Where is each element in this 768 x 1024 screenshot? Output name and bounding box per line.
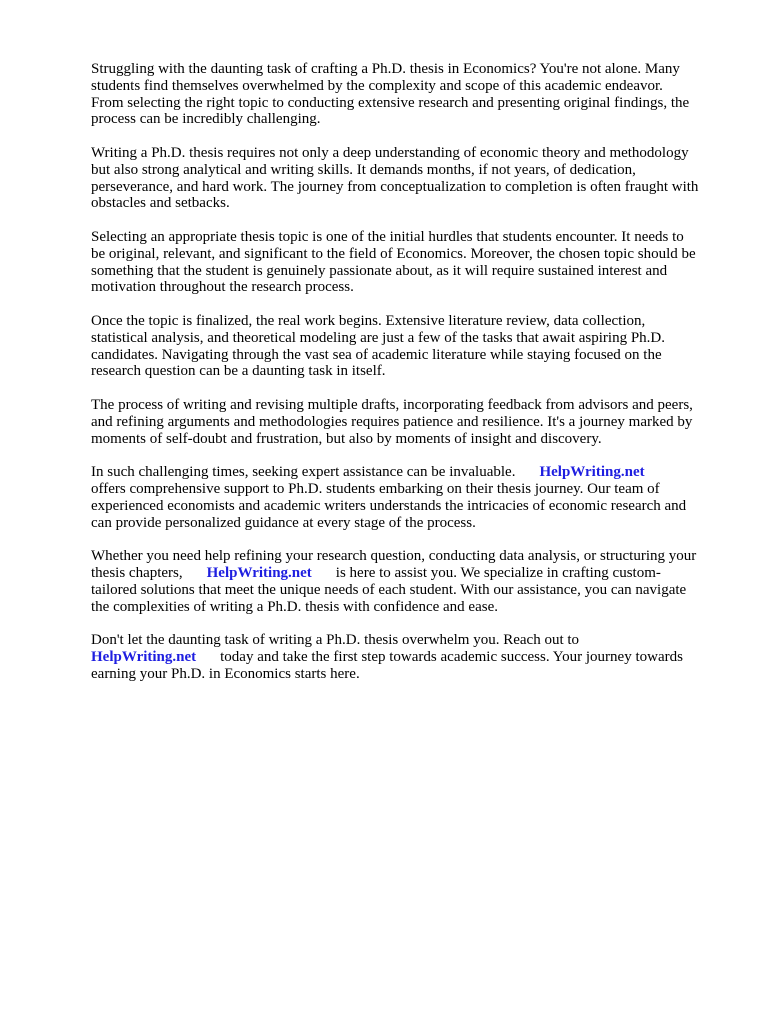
paragraph-line: Writing a Ph.D. thesis requires not only a deep understanding of economic theory and methodology [91, 144, 689, 161]
paragraph-8 [91, 632, 731, 682]
paragraph-6 [91, 464, 731, 531]
paragraph-5 [91, 397, 731, 447]
paragraph-line: perseverance, and hard work. The journey from conceptualization to completion is often fraught with [91, 178, 699, 195]
paragraph-line: Once the topic is finalized, the real work begins. Extensive literature review, data collection, [91, 312, 646, 329]
line-text: thesis chapters, [91, 564, 183, 581]
paragraph-line: Don't let the daunting task of writing a Ph.D. thesis overwhelm you. Reach out to [91, 632, 580, 649]
paragraph-line: and refining arguments and methodologies requires patience and resilience. It's a journey marked by [91, 413, 693, 430]
paragraph-line: From selecting the right topic to conducting extensive research and presenting original findings, the [91, 94, 690, 111]
paragraph-line: candidates. Navigating through the vast sea of academic literature while staying focused on the [91, 346, 662, 363]
paragraph-line: Whether you need help refining your research question, conducting data analysis, or structuring your [91, 548, 697, 565]
paragraph-line: something that the student is genuinely passionate about, as it will require sustained interest and [91, 262, 668, 279]
paragraph-line: can provide personalized guidance at every stage of the process. [91, 514, 476, 531]
paragraph-line: the complexities of writing a Ph.D. thesis with confidence and ease. [91, 598, 498, 615]
paragraph-line: research question can be a daunting task in itself. [91, 363, 386, 380]
document-body [91, 61, 731, 699]
paragraph-line: Selecting an appropriate thesis topic is one of the initial hurdles that students encounter. It needs to [91, 228, 684, 245]
helpwriting-link[interactable]: HelpWriting.net [206, 564, 312, 581]
paragraph-7 [91, 548, 731, 615]
paragraph-line: motivation throughout the research process. [91, 279, 354, 296]
line-text: is here to assist you. We specialize in crafting custom- [335, 564, 661, 581]
paragraph-line: The process of writing and revising multiple drafts, incorporating feedback from advisors and peers, [91, 396, 693, 413]
paragraph-line [91, 464, 731, 481]
paragraph-line: tailored solutions that meet the unique needs of each student. With our assistance, you can navigate [91, 581, 687, 598]
helpwriting-link[interactable]: HelpWriting.net [539, 464, 645, 481]
line-text: today and take the first step towards academic success. Your journey towards [220, 648, 683, 665]
helpwriting-link[interactable]: HelpWriting.net [91, 648, 197, 665]
paragraph-line [91, 649, 731, 666]
paragraph-line: experienced economists and academic writers understands the intricacies of economic research and [91, 497, 687, 514]
paragraph-4 [91, 313, 731, 380]
paragraph-line: obstacles and setbacks. [91, 195, 230, 212]
paragraph-line: process can be incredibly challenging. [91, 111, 321, 128]
paragraph-line: moments of self-doubt and frustration, but also by moments of insight and discovery. [91, 430, 602, 447]
paragraph-line: be original, relevant, and significant to the field of Economics. Moreover, the chosen topic should be [91, 245, 696, 262]
paragraph-3 [91, 229, 731, 296]
line-text: In such challenging times, seeking expert assistance can be invaluable. [91, 464, 516, 481]
paragraph-line: but also strong analytical and writing skills. It demands months, if not years, of dedication, [91, 161, 636, 178]
paragraph-line: offers comprehensive support to Ph.D. students embarking on their thesis journey. Our team of [91, 480, 660, 497]
paragraph-2 [91, 145, 731, 212]
paragraph-line: students find themselves overwhelmed by the complexity and scope of this academic endeavor. [91, 77, 663, 94]
paragraph-line: Struggling with the daunting task of crafting a Ph.D. thesis in Economics? You're not alone. Many [91, 61, 680, 77]
paragraph-line: statistical analysis, and theoretical modeling are just a few of the tasks that await aspiring Ph.D. [91, 329, 666, 346]
paragraph-line: earning your Ph.D. in Economics starts here. [91, 665, 360, 682]
paragraph-line [91, 565, 731, 582]
paragraph-1 [91, 61, 731, 128]
